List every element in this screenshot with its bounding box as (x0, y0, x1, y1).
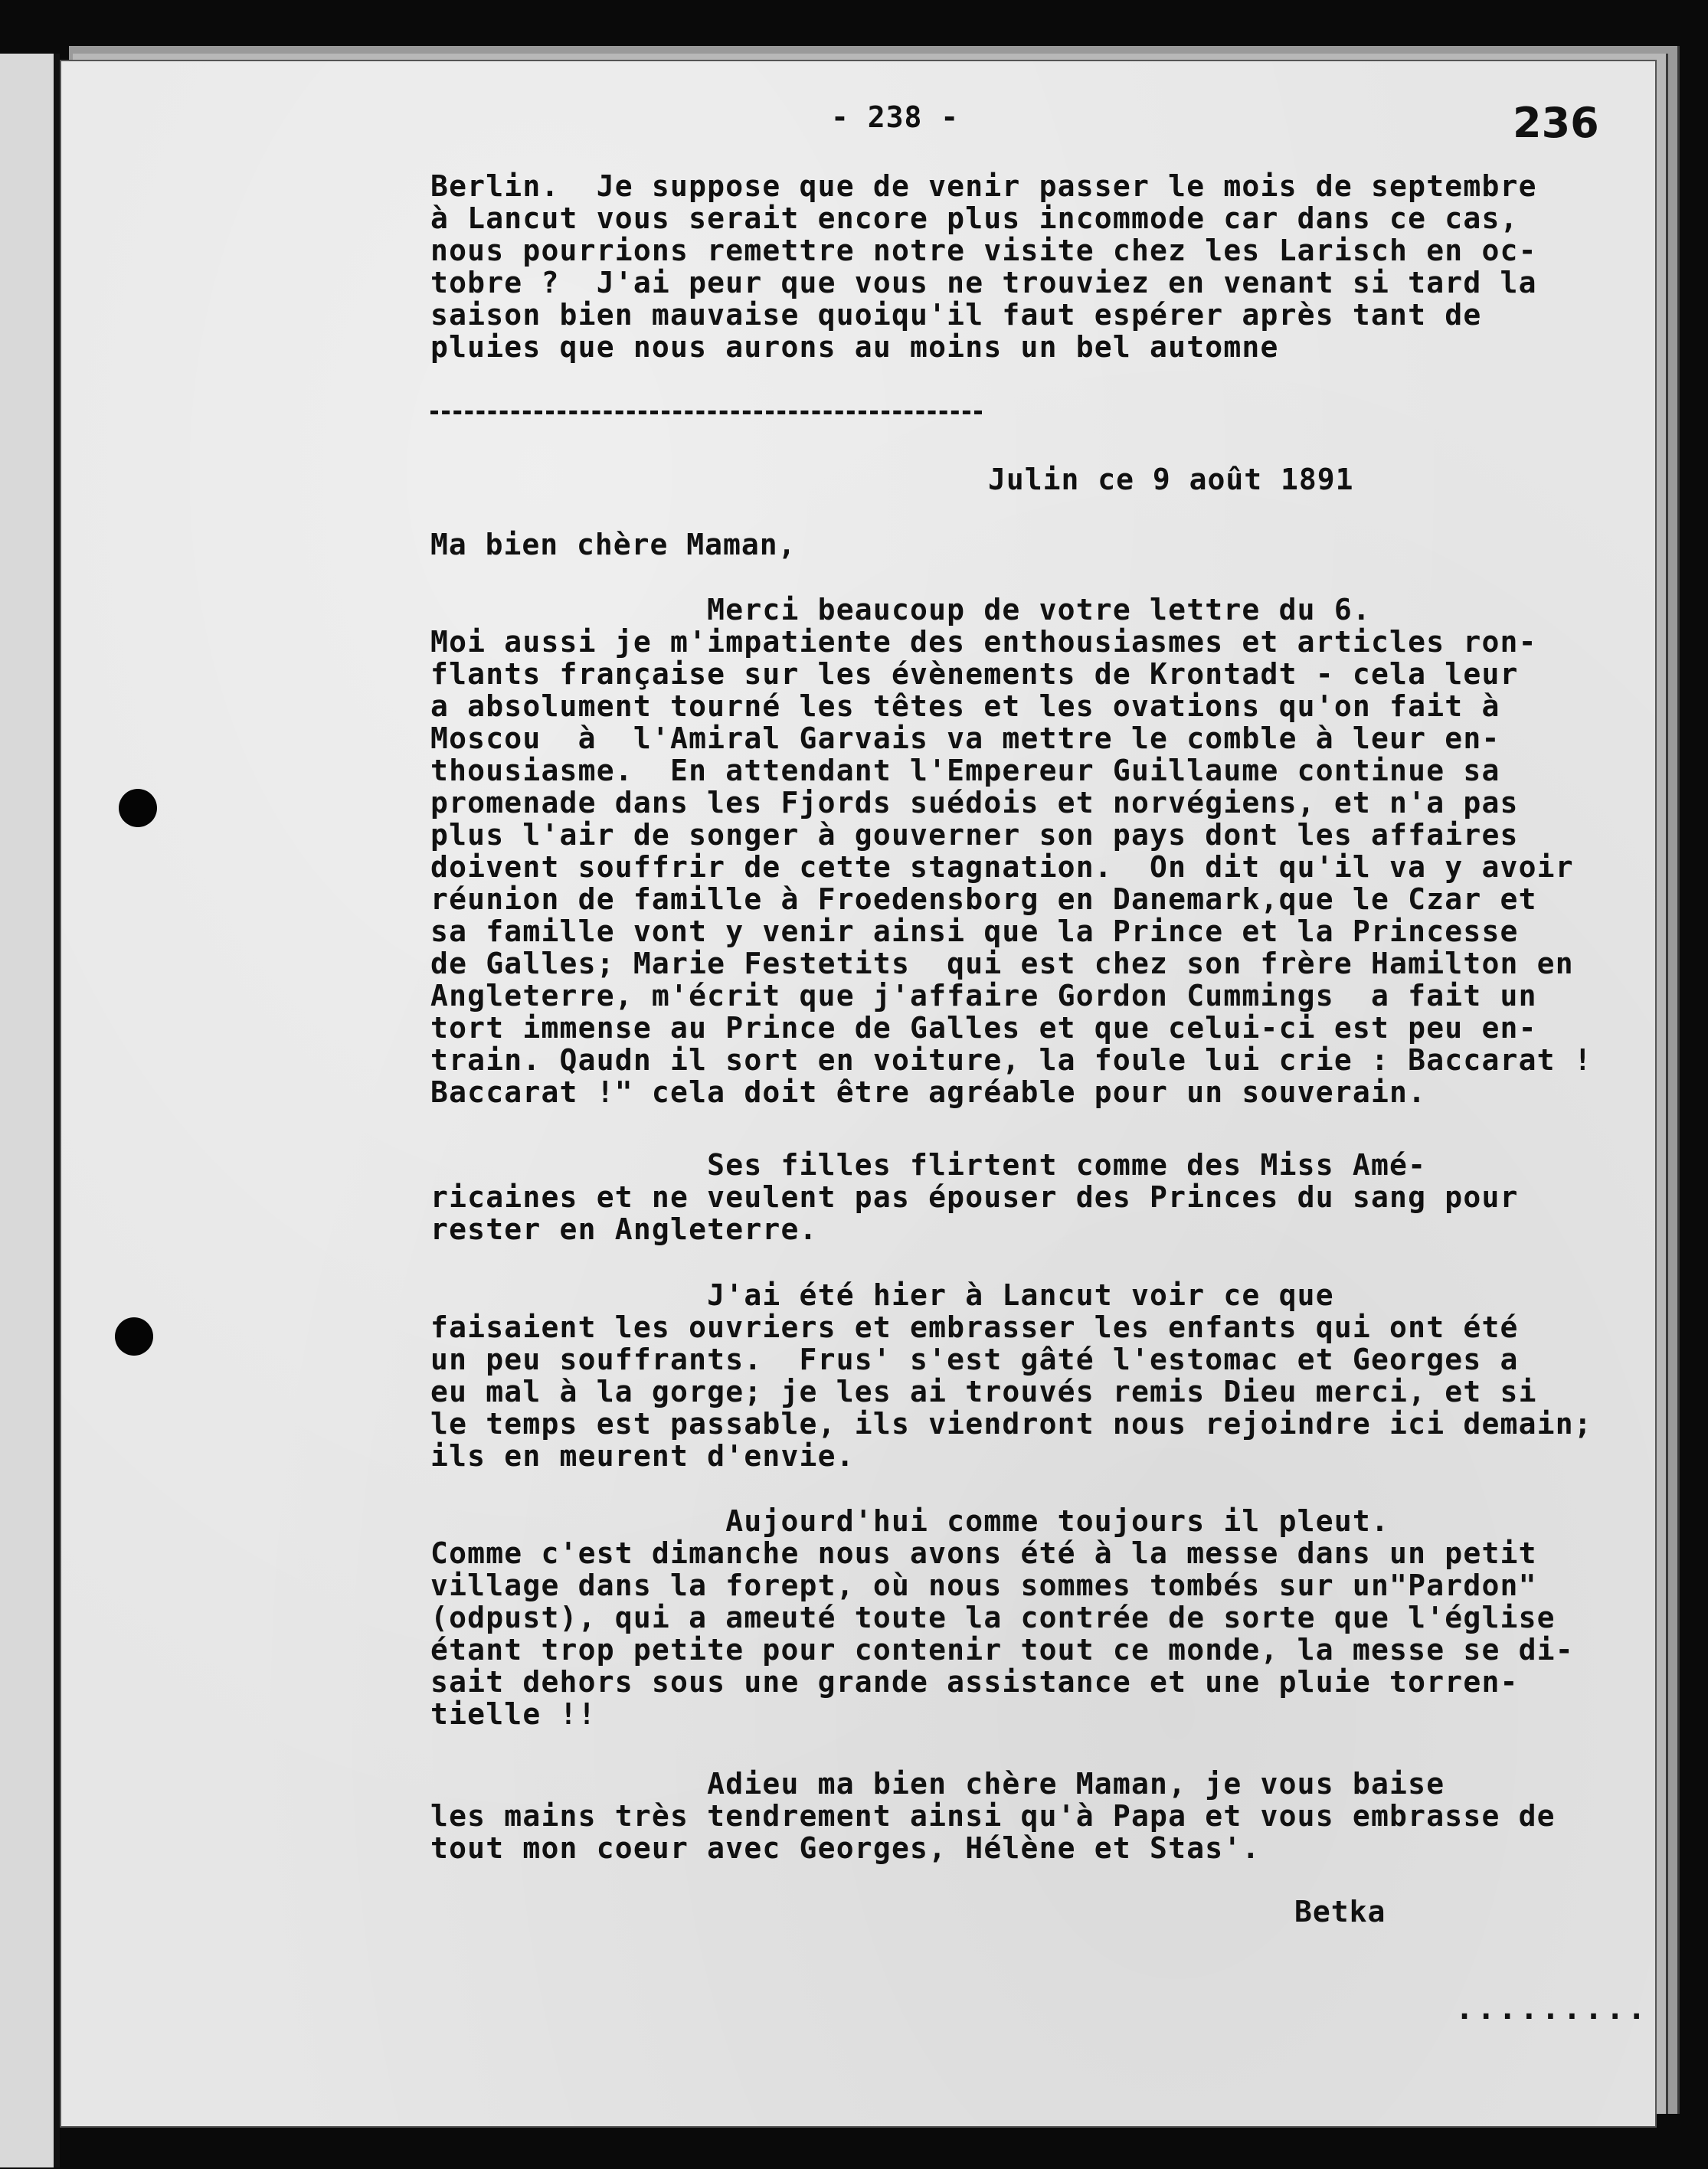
text-line: à Lancut vous serait encore plus incommode car dans ce cas, (430, 201, 1519, 235)
text-line: sa famille vont y venir ainsi que la Prince et la Princesse (430, 914, 1519, 948)
text-line: (odpust), qui a ameuté toute la contrée de sorte que l'église (430, 1601, 1556, 1634)
text-line: tobre ? J'ai peur que vous ne trouviez en venant si tard la (430, 266, 1537, 299)
text-line: Aujourd'hui comme toujours il pleut. (430, 1504, 1390, 1538)
letter-paragraph-3 (430, 1279, 1656, 1472)
text-line: tout mon coeur avec Georges, Hélène et Stas'. (430, 1831, 1261, 1865)
punch-hole-bottom (115, 1317, 153, 1356)
text-line: ils en meurent d'envie. (430, 1439, 855, 1473)
text-line: J'ai été hier à Lancut voir ce que (430, 1278, 1334, 1312)
text-line: doivent souffrir de cette stagnation. On dit qu'il va y avoir (430, 850, 1574, 884)
trailing-dots: ......... (1455, 1991, 1649, 2027)
text-line: nous pourrions remettre notre visite chez les Larisch en oc- (430, 234, 1537, 267)
text-line: village dans la forept, où nous sommes tombés sur un"Pardon" (430, 1569, 1537, 1602)
text-line: promenade dans les Fjords suédois et norvégiens, et n'a pas (430, 786, 1519, 820)
text-line: tielle !! (430, 1697, 597, 1731)
text-line: flants française sur les évènements de Krontadt - cela leur (430, 657, 1519, 691)
archive-number: 236 (1513, 99, 1599, 147)
text-line: Baccarat !" cela doit être agréable pour un souverain. (430, 1075, 1427, 1109)
text-line: Adieu ma bien chère Maman, je vous baise (430, 1767, 1445, 1801)
text-line: le temps est passable, ils viendront nous rejoindre ici demain; (430, 1407, 1592, 1441)
text-line: Ses filles flirtent comme des Miss Amé- (430, 1148, 1427, 1182)
text-line: Berlin. Je suppose que de venir passer le mois de septembre (430, 169, 1537, 203)
text-line: Comme c'est dimanche nous avons été à la messe dans un petit (430, 1536, 1537, 1570)
text-line: eu mal à la gorge; je les ai trouvés remis Dieu merci, et si (430, 1375, 1537, 1408)
text-line: thousiasme. En attendant l'Empereur Guillaume continue sa (430, 754, 1500, 787)
letter-paragraph-4 (430, 1505, 1656, 1730)
text-line: de Galles; Marie Festetits qui est chez son frère Hamilton en (430, 947, 1574, 980)
letter-paragraph-1 (430, 594, 1656, 1108)
binding-strip (0, 54, 60, 2167)
text-line: réunion de famille à Froedensborg en Danemark,que le Czar et (430, 882, 1537, 916)
text-line: un peu souffrants. Frus' s'est gâté l'estomac et Georges a (430, 1343, 1519, 1376)
letter-signature: Betka (1294, 1895, 1386, 1929)
letter-paragraph-2 (430, 1149, 1656, 1245)
page-number: - 238 - (831, 100, 960, 134)
text-line: Angleterre, m'écrit que j'affaire Gordon Cummings a fait un (430, 979, 1537, 1013)
text-line: tort immense au Prince de Galles et que celui-ci est peu en- (430, 1011, 1537, 1045)
text-line: Merci beaucoup de votre lettre du 6. (430, 593, 1371, 626)
letter-separator (430, 411, 982, 414)
text-line: train. Qaudn il sort en voiture, la foule lui crie : Baccarat ! (430, 1043, 1592, 1077)
text-line: faisaient les ouvriers et embrasser les enfants qui ont été (430, 1310, 1519, 1344)
text-line: étant trop petite pour contenir tout ce monde, la messe se di- (430, 1633, 1574, 1667)
letter-date: Julin ce 9 août 1891 (988, 463, 1354, 496)
text-line: Moi aussi je m'impatiente des enthousiasmes et articles ron- (430, 625, 1537, 659)
text-line: sait dehors sous une grande assistance et une pluie torren- (430, 1665, 1519, 1699)
letter-salutation: Ma bien chère Maman, (430, 528, 797, 561)
text-line: a absolument tourné les têtes et les ovations qu'on fait à (430, 689, 1500, 723)
letter-paragraph-5 (430, 1768, 1656, 1864)
previous-letter-tail (430, 170, 1656, 363)
text-line: Moscou à l'Amiral Garvais va mettre le comble à leur en- (430, 721, 1500, 755)
text-line: les mains très tendrement ainsi qu'à Papa et vous embrasse de (430, 1799, 1556, 1833)
text-line: plus l'air de songer à gouverner son pays dont les affaires (430, 818, 1519, 852)
punch-hole-top (119, 789, 157, 827)
text-line: saison bien mauvaise quoiqu'il faut espérer après tant de (430, 298, 1482, 332)
text-line: pluies que nous aurons au moins un bel automne (430, 330, 1279, 364)
text-line: rester en Angleterre. (430, 1212, 818, 1246)
text-line: ricaines et ne veulent pas épouser des Princes du sang pour (430, 1180, 1519, 1214)
